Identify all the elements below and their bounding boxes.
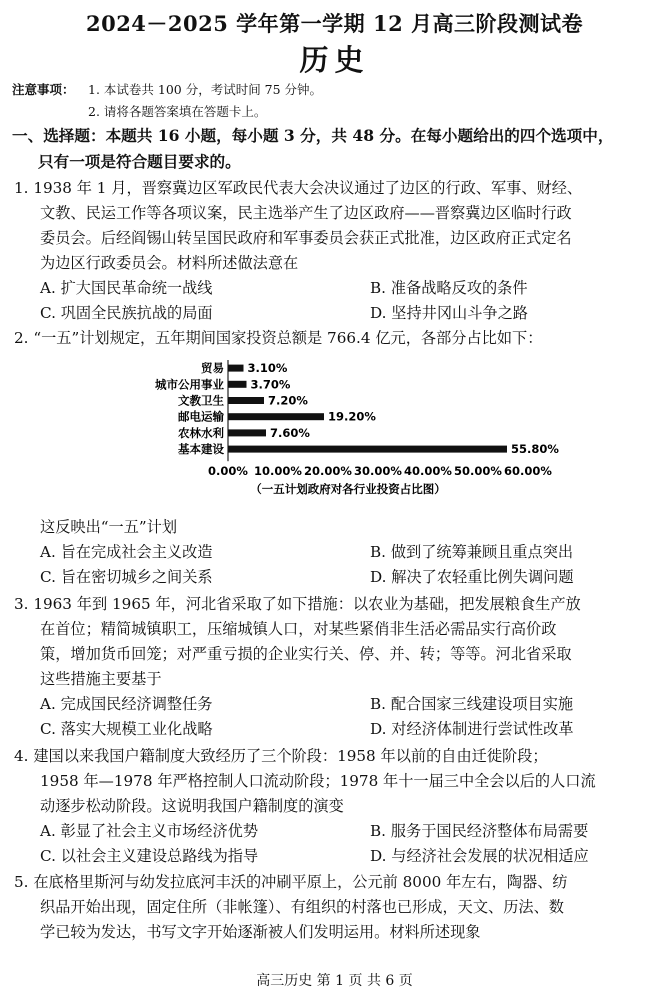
q1-line: 文教、民运工作等各项议案，民主选举产生了边区政府——晋察冀边区临时行政 xyxy=(40,204,572,222)
x-tick-label: 60.00% xyxy=(504,464,552,479)
x-tick-label: 20.00% xyxy=(304,464,352,479)
category-label: 城市公用事业 xyxy=(155,377,224,392)
q1-option-b: B. 准备战略反攻的条件 xyxy=(370,279,528,297)
q4-option-b: B. 服务于国民经济整体布局需要 xyxy=(370,822,589,840)
q5-line: 织品开始出现，固定住所（非帐篷）、有组织的村落也已形成，天文、历法、数 xyxy=(40,898,564,916)
q3-option-a: A. 完成国民经济调整任务 xyxy=(40,695,213,713)
subject-title: 历史 xyxy=(299,43,370,77)
x-tick-label: 40.00% xyxy=(404,464,452,479)
q2-option-c: C. 旨在密切城乡之间关系 xyxy=(40,568,213,586)
q5-line: 学已较为发达，书写文字开始逐渐被人们发明运用。材料所述现象 xyxy=(40,923,481,941)
q1-option-c: C. 巩固全民族抗战的局面 xyxy=(40,304,213,322)
q1-line: 为边区行政委员会。材料所述做法意在 xyxy=(40,254,299,272)
x-tick-label: 10.00% xyxy=(254,464,302,479)
category-label: 贸易 xyxy=(201,361,224,376)
q2-option-b: B. 做到了统筹兼顾且重点突出 xyxy=(370,543,574,561)
exam-title: 2024－2025 学年第一学期 12 月高三阶段测试卷 xyxy=(85,11,584,36)
bar xyxy=(228,413,324,420)
q4-option-c: C. 以社会主义建设总路线为指导 xyxy=(40,847,259,865)
q1-line: 委员会。后经阎锡山转呈国民政府和军事委员会获正式批准，边区政府正式定名 xyxy=(40,229,572,247)
q4-option-d: D. 与经济社会发展的状况相适应 xyxy=(370,847,589,865)
q4-line: 1958 年—1978 年严格控制人口流动阶段；1978 年十一届三中全会以后的人口流 xyxy=(40,772,596,790)
q2-after: 这反映出“一五”计划 xyxy=(40,518,178,536)
bar xyxy=(228,446,507,453)
investment-bar-chart xyxy=(130,354,570,510)
value-label: 7.60% xyxy=(270,425,310,440)
q3-option-b: B. 配合国家三线建设项目实施 xyxy=(370,695,574,713)
page-footer: 高三历史 第 1 页 共 6 页 xyxy=(256,973,413,989)
notes-item-2: 2. 请将各题答案填在答题卡上。 xyxy=(88,104,267,119)
section-header-line1: 一、选择题：本题共 16 小题，每小题 3 分，共 48 分。在每小题给出的四个选项中， xyxy=(12,126,614,145)
q2-option-a: A. 旨在完成社会主义改造 xyxy=(40,543,213,561)
bar xyxy=(228,381,247,388)
value-label: 19.20% xyxy=(328,409,376,424)
bar xyxy=(228,397,264,404)
q2-line: 2. “一五”计划规定，五年期间国家投资总额是 766.4 亿元，各部分占比如下： xyxy=(14,329,543,347)
x-tick-label: 0.00% xyxy=(208,464,248,479)
q1-line: 1. 1938 年 1 月，晋察冀边区军政民代表大会决议通过了边区的行政、军事、财经、 xyxy=(14,179,583,197)
q4-option-a: A. 彰显了社会主义市场经济优势 xyxy=(40,822,259,840)
q3-line: 3. 1963 年到 1965 年，河北省采取了如下措施：以农业为基础，把发展粮食生产放 xyxy=(14,595,581,613)
category-label: 农林水利 xyxy=(178,425,224,440)
q2-option-d: D. 解决了农轻重比例失调问题 xyxy=(370,568,574,586)
category-label: 文教卫生 xyxy=(178,393,224,408)
bar xyxy=(228,365,244,372)
q3-line: 策，增加货币回笼；对严重亏损的企业实行关、停、并、转；等等。河北省采取 xyxy=(40,645,572,663)
q3-option-d: D. 对经济体制进行尝试性改革 xyxy=(370,720,574,738)
q1-option-a: A. 扩大国民革命统一战线 xyxy=(40,279,213,297)
bar xyxy=(228,429,266,436)
chart-caption: （一五计划政府对各行业投资占比图） xyxy=(250,482,446,497)
value-label: 3.70% xyxy=(250,377,291,392)
x-tick-label: 30.00% xyxy=(354,464,402,479)
q5-line: 5. 在底格里斯河与幼发拉底河丰沃的冲刷平原上，公元前 8000 年左右，陶器、纺 xyxy=(14,873,568,891)
q4-line: 4. 建国以来我国户籍制度大致经历了三个阶段：1958 年以前的自由迁徙阶段； xyxy=(14,747,548,765)
category-label: 邮电运输 xyxy=(178,409,224,424)
q3-line: 这些措施主要基于 xyxy=(40,670,162,688)
category-label: 基本建设 xyxy=(178,442,224,457)
q1-option-d: D. 坚持井冈山斗争之路 xyxy=(370,304,528,322)
value-label: 55.80% xyxy=(511,442,559,457)
x-tick-label: 50.00% xyxy=(454,464,502,479)
section-header-line2: 只有一项是符合题目要求的。 xyxy=(38,152,241,171)
value-label: 7.20% xyxy=(268,393,308,408)
value-label: 3.10% xyxy=(247,361,288,376)
q3-option-c: C. 落实大规模工业化战略 xyxy=(40,720,213,738)
q4-line: 动逐步松动阶段。这说明我国户籍制度的演变 xyxy=(40,797,344,815)
q3-line: 在首位；精简城镇职工，压缩城镇人口，对某些紧俏非生活必需品实行高价政 xyxy=(40,620,557,638)
notes-item-1: 1. 本试卷共 100 分，考试时间 75 分钟。 xyxy=(88,82,323,97)
notes-label: 注意事项： xyxy=(12,82,75,97)
